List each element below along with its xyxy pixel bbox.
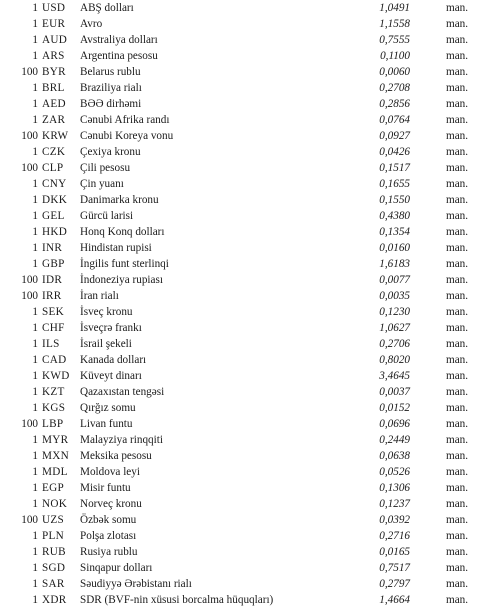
code-cell: DKK [42,194,68,206]
rate-cell: 0,2856 [379,98,410,110]
rate-cell: 0,1354 [379,226,410,238]
unit-cell: man. [446,114,469,126]
amount-cell: 1 [32,114,38,126]
table-row [0,400,504,416]
code-cell: PLN [42,530,65,542]
currency-name: ABŞ dolları [80,2,134,14]
rate-cell: 0,2797 [379,578,410,590]
table-row [0,560,504,576]
currency-name: Livan funtu [80,418,133,430]
rate-cell: 0,2716 [379,530,410,542]
table-row [0,416,504,432]
unit-cell: man. [446,434,469,446]
amount-cell: 100 [21,514,38,526]
amount-cell: 1 [32,450,38,462]
unit-cell: man. [446,162,469,174]
rate-cell: 3,4645 [379,370,410,382]
amount-cell: 1 [32,242,38,254]
code-cell: SEK [42,306,65,318]
table-row [0,176,504,192]
currency-name: Hindistan rupisi [80,242,152,254]
amount-cell: 1 [32,498,38,510]
currency-name: Qazaxıstan tengəsi [80,386,165,398]
rate-cell: 0,7555 [379,34,410,46]
table-row [0,576,504,592]
code-cell: SGD [42,562,66,574]
amount-cell: 1 [32,530,38,542]
code-cell: CHF [42,322,65,334]
code-cell: KZT [42,386,65,398]
code-cell: BYR [42,66,66,78]
currency-name: Çexiya kronu [80,146,141,158]
unit-cell: man. [446,306,469,318]
currency-name: Danimarka kronu [80,194,159,206]
table-row [0,352,504,368]
rate-cell: 0,1517 [379,162,410,174]
unit-cell: man. [446,322,469,334]
unit-cell: man. [446,210,469,222]
currency-name: Avstraliya dolları [80,34,158,46]
table-row [0,544,504,560]
table-row [0,160,504,176]
rate-cell: 0,0152 [379,402,410,414]
code-cell: AUD [42,34,68,46]
amount-cell: 1 [32,354,38,366]
unit-cell: man. [446,82,469,94]
amount-cell: 1 [32,98,38,110]
unit-cell: man. [446,274,469,286]
code-cell: CLP [42,162,64,174]
code-cell: CZK [42,146,66,158]
rate-cell: 0,1550 [379,194,410,206]
unit-cell: man. [446,18,469,30]
currency-name: Honq Konq dolları [80,226,165,238]
amount-cell: 100 [21,290,38,302]
code-cell: AED [42,98,66,110]
currency-name: Çili pesosu [80,162,131,174]
currency-name: Özbək somu [80,514,137,526]
unit-cell: man. [446,418,469,430]
unit-cell: man. [446,498,469,510]
currency-name: Cənubi Afrika randı [80,114,170,126]
table-row [0,96,504,112]
currency-name: Cənubi Koreya vonu [80,130,174,142]
rate-cell: 0,0037 [379,386,410,398]
table-row [0,512,504,528]
table-row [0,128,504,144]
code-cell: KRW [42,130,69,142]
unit-cell: man. [446,562,469,574]
code-cell: NOK [42,498,68,510]
currency-name: Polşa zlotası [80,530,137,542]
amount-cell: 100 [21,274,38,286]
amount-cell: 1 [32,34,38,46]
table-row [0,144,504,160]
table-row [0,0,504,16]
amount-cell: 1 [32,146,38,158]
rate-cell: 0,0764 [379,114,410,126]
amount-cell: 1 [32,338,38,350]
table-row [0,496,504,512]
code-cell: INR [42,242,63,254]
rate-cell: 0,0426 [379,146,410,158]
currency-name: Malayziya rinqqiti [80,434,163,446]
table-row [0,240,504,256]
amount-cell: 1 [32,322,38,334]
unit-cell: man. [446,258,469,270]
code-cell: MYR [42,434,69,446]
table-row [0,480,504,496]
rate-cell: 1,0491 [379,2,410,14]
unit-cell: man. [446,66,469,78]
rate-cell: 0,0165 [379,546,410,558]
rate-cell: 0,8020 [379,354,410,366]
code-cell: KGS [42,402,66,414]
table-row [0,320,504,336]
amount-cell: 1 [32,2,38,14]
rate-cell: 1,1558 [379,18,410,30]
amount-cell: 1 [32,482,38,494]
amount-cell: 1 [32,258,38,270]
rate-cell: 0,1306 [379,482,410,494]
amount-cell: 100 [21,162,38,174]
currency-name: Rusiya rublu [80,546,138,558]
currency-name: Çin yuanı [80,178,124,190]
table-row [0,48,504,64]
currency-name: Belarus rublu [80,66,141,78]
code-cell: SAR [42,578,65,590]
rate-cell: 0,0035 [379,290,410,302]
unit-cell: man. [446,482,469,494]
unit-cell: man. [446,338,469,350]
amount-cell: 1 [32,434,38,446]
currency-name: BƏƏ dirhəmi [80,98,142,110]
currency-name: Kanada dolları [80,354,147,366]
rate-cell: 0,7517 [379,562,410,574]
unit-cell: man. [446,50,469,62]
unit-cell: man. [446,354,469,366]
unit-cell: man. [446,386,469,398]
rate-cell: 0,0638 [379,450,410,462]
unit-cell: man. [446,130,469,142]
code-cell: IDR [42,274,63,286]
unit-cell: man. [446,194,469,206]
amount-cell: 1 [32,306,38,318]
table-row [0,368,504,384]
code-cell: MDL [42,466,68,478]
rate-cell: 0,2449 [379,434,410,446]
currency-name: İsrail şekeli [80,338,132,350]
unit-cell: man. [446,98,469,110]
table-row [0,256,504,272]
code-cell: IRR [42,290,62,302]
rate-cell: 0,1237 [379,498,410,510]
table-row [0,528,504,544]
currency-name: Braziliya rialı [80,82,142,94]
currency-name: İsveç kronu [80,306,133,318]
currency-name: Gürcü larisi [80,210,134,222]
unit-cell: man. [446,530,469,542]
currency-name: Misir funtu [80,482,131,494]
unit-cell: man. [446,226,469,238]
unit-cell: man. [446,242,469,254]
table-row [0,32,504,48]
unit-cell: man. [446,370,469,382]
currency-name: Argentina pesosu [80,50,158,62]
code-cell: LBP [42,418,64,430]
amount-cell: 1 [32,546,38,558]
table-row [0,16,504,32]
amount-cell: 100 [21,66,38,78]
currency-name: Avro [80,18,103,30]
currency-name: İngilis funt sterlinqi [80,258,169,270]
code-cell: RUB [42,546,66,558]
table-row [0,432,504,448]
amount-cell: 100 [21,130,38,142]
rate-cell: 1,6183 [379,258,410,270]
code-cell: CNY [42,178,67,190]
amount-cell: 1 [32,210,38,222]
code-cell: ILS [42,338,60,350]
code-cell: EGP [42,482,65,494]
code-cell: UZS [42,514,65,526]
code-cell: ARS [42,50,65,62]
amount-cell: 100 [21,418,38,430]
amount-cell: 1 [32,194,38,206]
rate-cell: 0,1100 [380,50,410,62]
currency-name: Sinqapur dolları [80,562,153,574]
code-cell: XDR [42,594,67,606]
table-row [0,288,504,304]
amount-cell: 1 [32,466,38,478]
table-row [0,192,504,208]
table-row [0,112,504,128]
rate-cell: 0,0160 [379,242,410,254]
rate-cell: 0,2706 [379,338,410,350]
code-cell: EUR [42,18,66,30]
code-cell: CAD [42,354,67,366]
currency-name: Küveyt dinarı [80,370,142,382]
currency-name: Qırğız somu [80,402,136,414]
code-cell: HKD [42,226,68,238]
unit-cell: man. [446,578,469,590]
code-cell: GEL [42,210,65,222]
table-row [0,208,504,224]
table-row [0,304,504,320]
table-row [0,80,504,96]
amount-cell: 1 [32,50,38,62]
amount-cell: 1 [32,402,38,414]
amount-cell: 1 [32,578,38,590]
code-cell: GBP [42,258,65,270]
rate-cell: 0,1655 [379,178,410,190]
rate-cell: 0,0927 [379,130,410,142]
rate-cell: 0,0077 [379,274,410,286]
table-row [0,224,504,240]
unit-cell: man. [446,178,469,190]
amount-cell: 1 [32,562,38,574]
unit-cell: man. [446,146,469,158]
currency-name: SDR (BVF-nin xüsusi borcalma hüquqları) [80,594,274,606]
unit-cell: man. [446,34,469,46]
rate-cell: 0,4380 [379,210,410,222]
unit-cell: man. [446,290,469,302]
amount-cell: 1 [32,226,38,238]
amount-cell: 1 [32,82,38,94]
code-cell: BRL [42,82,65,94]
currency-name: İndoneziya rupiası [80,274,163,286]
amount-cell: 1 [32,370,38,382]
rate-cell: 1,0627 [379,322,410,334]
unit-cell: man. [446,466,469,478]
amount-cell: 1 [32,18,38,30]
rate-cell: 0,2708 [379,82,410,94]
amount-cell: 1 [32,178,38,190]
currency-name: İsveçrə frankı [80,322,142,334]
currency-name: Norveç kronu [80,498,142,510]
rate-cell: 0,0392 [379,514,410,526]
rate-cell: 0,0060 [379,66,410,78]
code-cell: KWD [42,370,70,382]
unit-cell: man. [446,594,469,606]
rate-cell: 0,0526 [379,466,410,478]
code-cell: MXN [42,450,70,462]
unit-cell: man. [446,402,469,414]
amount-cell: 1 [32,594,38,606]
unit-cell: man. [446,450,469,462]
unit-cell: man. [446,2,469,14]
unit-cell: man. [446,514,469,526]
table-row [0,464,504,480]
table-row [0,448,504,464]
table-row [0,64,504,80]
rate-cell: 0,1230 [379,306,410,318]
currency-name: İran rialı [80,290,119,302]
unit-cell: man. [446,546,469,558]
code-cell: ZAR [42,114,66,126]
table-row [0,336,504,352]
currency-name: Moldova leyi [80,466,140,478]
table-row [0,384,504,400]
table-row [0,592,504,608]
amount-cell: 1 [32,386,38,398]
table-row [0,272,504,288]
currency-name: Səudiyyə Ərəbistanı rialı [80,578,192,590]
currency-name: Meksika pesosu [80,450,152,462]
rate-cell: 0,0696 [379,418,410,430]
rate-cell: 1,4664 [379,594,410,606]
code-cell: USD [42,2,66,14]
